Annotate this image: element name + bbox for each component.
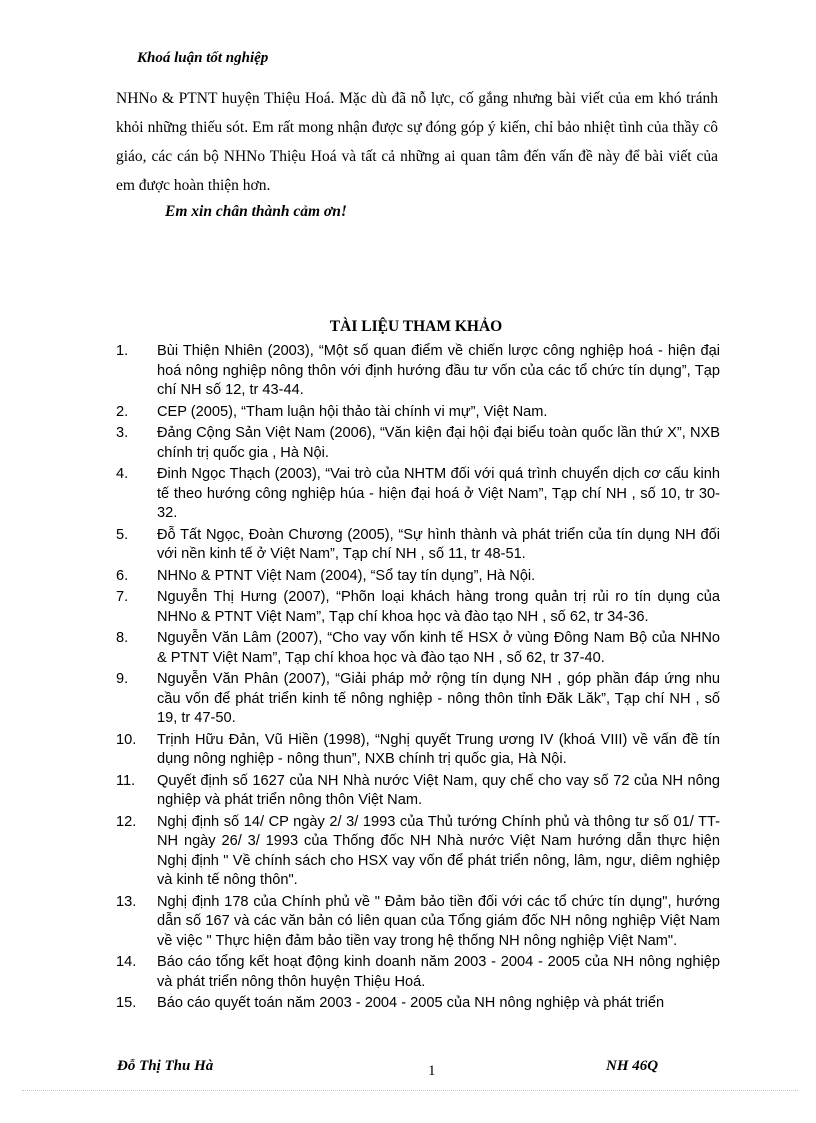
reference-text: Báo cáo quyết toán năm 2003 - 2004 - 2005 của NH nông nghiệp và phát triển	[157, 995, 665, 1011]
reference-text: Nghị định số 14/ CP ngày 2/ 3/ 1993 của Thủ tướng Chính phủ và thông tư số 01/ TT-NH ngày 26/ 3/ 1993 của Thống đốc NH Nhà nước Việt Nam hướng dẫn thực hiện Nghị định " Về chính sách cho HSX vay vốn để phát triển nông, lâm, ngư, diêm nghiệp và kinh tế nông thôn".	[157, 813, 720, 888]
reference-number: 9.	[116, 671, 129, 687]
reference-number: 1.	[116, 343, 129, 359]
reference-text: NHNo & PTNT Việt Nam (2004), “Sổ tay tín dụng”, Hà Nội.	[157, 567, 536, 584]
reference-item	[116, 465, 720, 524]
reference-number: 2.	[116, 403, 129, 420]
reference-text: Đỗ Tất Ngọc, Đoàn Chương (2005), “Sự hình thành và phát triển của tín dụng NH đối với nền kinh tế ở Việt Nam”, Tạp chí NH , số 11, tr 48-51.	[157, 526, 720, 562]
reference-number: 13.	[116, 893, 137, 910]
reference-text: Đinh Ngọc Thạch (2003), “Vai trò của NHTM đối với quá trình chuyển dịch cơ cấu kinh tế theo hướng công nghiệp húa - hiện đại hoá ở Việt Nam”, Tạp chí NH , số 10, tr 30-32.	[157, 466, 720, 521]
footer-author: Đỗ Thị Thu Hà	[117, 1058, 214, 1074]
page-number: 1	[428, 1063, 436, 1079]
document-header: Khoá luận tốt nghiệp	[137, 50, 269, 66]
reference-item	[116, 629, 720, 668]
references-title: TÀI LIỆU THAM KHẢO	[329, 318, 503, 335]
references-list	[116, 342, 720, 1016]
reference-text: Trịnh Hữu Đản, Vũ Hiền (1998), “Nghị quyết Trung ương IV (khoá VIII) về vấn đề tín dụng nông nghiệp - nông thun”, NXB chính trị quốc gia, Hà Nội.	[157, 731, 720, 767]
reference-text: Đảng Cộng Sản Việt Nam (2006), “Văn kiện đại hội đại biểu toàn quốc lần thứ X”, NXB chính trị quốc gia , Hà Nội.	[157, 425, 720, 461]
reference-text: Bùi Thiện Nhiên (2003), “Một số quan điểm về chiến lược công nghiệp hoá - hiện đại hoá nông nghiệp nông thôn với định hướng đầu tư vốn của các tổ chức tín dụng”, Tạp chí NH số 12, tr 43-44.	[157, 343, 720, 398]
reference-item	[116, 424, 720, 463]
page-bottom-divider	[22, 1090, 798, 1091]
reference-item	[116, 893, 720, 952]
reference-number: 15.	[116, 995, 137, 1011]
reference-item	[116, 953, 720, 992]
reference-text: Nguyễn Văn Phân (2007), “Giải pháp mở rộng tín dụng NH , góp phần đáp ứng nhu cầu vốn để phát triển kinh tế nông nghiệp - nông thôn tỉnh Đăk Lăk”, Tạp chí NH , số 19, tr 47-50.	[157, 671, 720, 726]
reference-text: Nguyễn Thị Hưng (2007), “Phõn loại khách hàng trong quản trị rủi ro tín dụng của NHNo & PTNT Việt Nam”, Tạp chí khoa học và đào tạo NH , số 62, tr 34-36.	[157, 589, 720, 625]
reference-number: 11.	[116, 772, 136, 789]
reference-text: CEP (2005), “Tham luận hội thảo tài chính vi mự”, Việt Nam.	[157, 403, 548, 420]
intro-paragraph: NHNo & PTNT huyện Thiệu Hoá. Mặc dù đã nỗ lực, cố gắng nhưng bài viết của em khó tránh khỏi những thiếu sót. Em rất mong nhận được sự đóng góp ý kiến, chỉ bảo nhiệt tình của thầy cô giáo, các cán bộ NHNo Thiệu Hoá và tất cả những ai quan tâm đến vấn đề này để bài viết của em được hoàn thiện hơn.	[116, 90, 718, 194]
footer-class-code: NH 46Q	[606, 1058, 659, 1074]
reference-number: 3.	[116, 425, 129, 441]
reference-item	[116, 813, 720, 891]
reference-number: 14.	[116, 954, 137, 970]
reference-number: 4.	[116, 466, 129, 482]
reference-text: Nghị định 178 của Chính phủ về " Đảm bảo tiền đối với các tổ chức tín dụng", hướng dẫn số 167 và các văn bản có liên quan của Tổng giám đốc NH nông nghiệp Việt Nam về việc " Thực hiện đảm bảo tiền vay trong hệ thống NH nông nghiệp Việt Nam".	[157, 893, 720, 949]
reference-number: 7.	[116, 589, 129, 605]
reference-number: 10.	[116, 731, 137, 748]
reference-text: Quyết định số 1627 của NH Nhà nước Việt Nam, quy chế cho vay số 72 của NH nông nghiệp và phát triển nông thôn Việt Nam.	[157, 772, 720, 808]
reference-text: Nguyễn Văn Lâm (2007), “Cho vay vốn kinh tế HSX ở vùng Đông Nam Bộ của NHNo & PTNT Việt Nam”, Tạp chí khoa học và đào tạo NH , số 62, tr 37-40.	[157, 630, 720, 666]
reference-number: 5.	[116, 526, 129, 543]
reference-number: 12.	[116, 813, 137, 830]
reference-number: 6.	[116, 567, 129, 584]
reference-item	[116, 567, 720, 587]
reference-item	[116, 526, 720, 565]
reference-item	[116, 403, 720, 423]
reference-item	[116, 670, 720, 729]
reference-item	[116, 772, 720, 811]
reference-text: Báo cáo tổng kết hoạt động kinh doanh năm 2003 - 2004 - 2005 của NH nông nghiệp và phát triển nông thôn huyện Thiệu Hoá.	[157, 954, 720, 990]
reference-number: 8.	[116, 630, 129, 646]
reference-item	[116, 588, 720, 627]
reference-item	[116, 342, 720, 401]
reference-item	[116, 994, 720, 1014]
thanks-line: Em xin chân thành cảm ơn!	[165, 203, 347, 220]
reference-item	[116, 731, 720, 770]
